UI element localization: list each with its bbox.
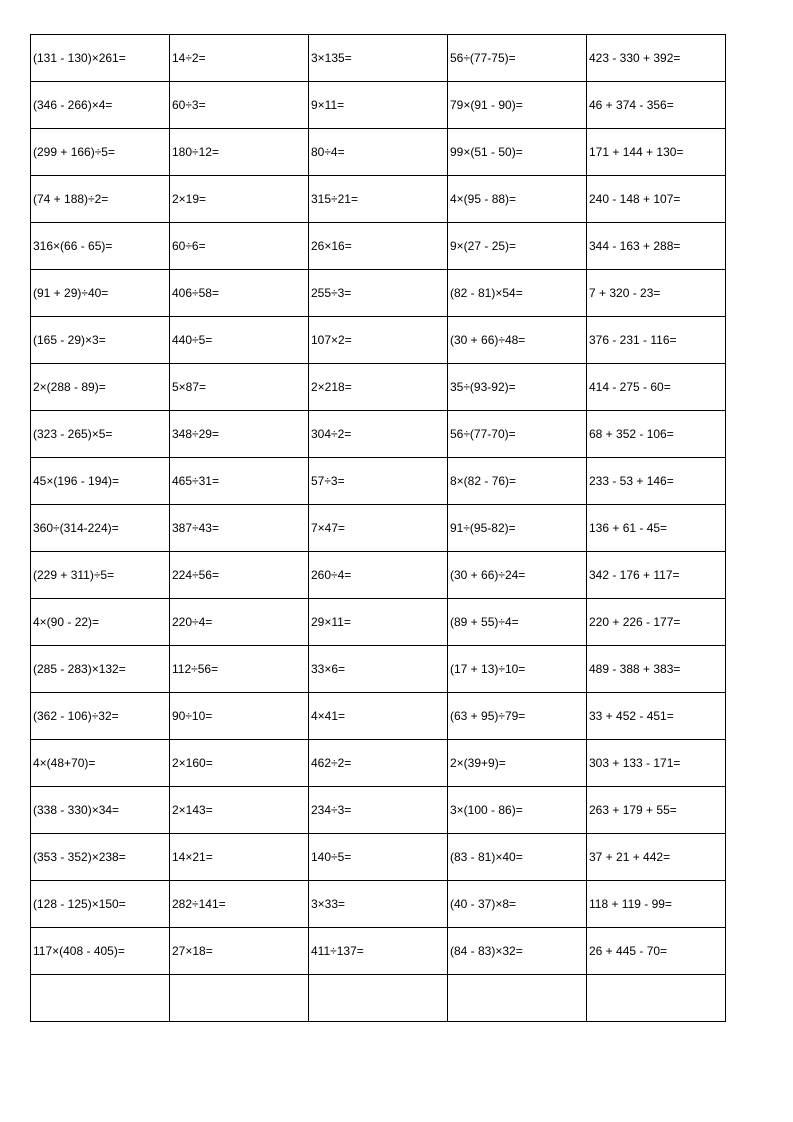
- table-row: [31, 129, 726, 176]
- problem-cell: [31, 975, 170, 1022]
- problem-cell: 3×33=: [309, 881, 448, 928]
- problem-cell: 406÷58=: [170, 270, 309, 317]
- table-row: [31, 317, 726, 364]
- problem-cell: (299 + 166)÷5=: [31, 129, 170, 176]
- problem-cell: 233 - 53 + 146=: [587, 458, 726, 505]
- problem-cell: 240 - 148 + 107=: [587, 176, 726, 223]
- problem-cell: (362 - 106)÷32=: [31, 693, 170, 740]
- table-row: [31, 787, 726, 834]
- problem-cell: (30 + 66)÷24=: [448, 552, 587, 599]
- problem-cell: (91 + 29)÷40=: [31, 270, 170, 317]
- problem-cell: 423 - 330 + 392=: [587, 35, 726, 82]
- problem-cell: [309, 975, 448, 1022]
- problem-cell: 220÷4=: [170, 599, 309, 646]
- problem-cell: 414 - 275 - 60=: [587, 364, 726, 411]
- table-row: [31, 411, 726, 458]
- problem-cell: (40 - 37)×8=: [448, 881, 587, 928]
- problem-cell: 99×(51 - 50)=: [448, 129, 587, 176]
- problem-cell: 45×(196 - 194)=: [31, 458, 170, 505]
- problem-cell: 8×(82 - 76)=: [448, 458, 587, 505]
- table-row: [31, 928, 726, 975]
- problem-cell: 118 + 119 - 99=: [587, 881, 726, 928]
- table-row: [31, 35, 726, 82]
- problem-cell: 7 + 320 - 23=: [587, 270, 726, 317]
- problem-cell: 60÷6=: [170, 223, 309, 270]
- problem-cell: 376 - 231 - 116=: [587, 317, 726, 364]
- problem-cell: 29×11=: [309, 599, 448, 646]
- problem-cell: 9×(27 - 25)=: [448, 223, 587, 270]
- problem-cell: 37 + 21 + 442=: [587, 834, 726, 881]
- problem-cell: 4×41=: [309, 693, 448, 740]
- table-row: [31, 270, 726, 317]
- problem-cell: 136 + 61 - 45=: [587, 505, 726, 552]
- problem-cell: 303 + 133 - 171=: [587, 740, 726, 787]
- problem-cell: 304÷2=: [309, 411, 448, 458]
- problem-cell: 56÷(77-70)=: [448, 411, 587, 458]
- table-row: [31, 505, 726, 552]
- table-row: [31, 740, 726, 787]
- arithmetic-worksheet-table: [30, 34, 726, 1022]
- problem-cell: 33 + 452 - 451=: [587, 693, 726, 740]
- problem-cell: 2×19=: [170, 176, 309, 223]
- problem-cell: (128 - 125)×150=: [31, 881, 170, 928]
- problem-cell: 4×(95 - 88)=: [448, 176, 587, 223]
- problem-cell: 282÷141=: [170, 881, 309, 928]
- problem-cell: (323 - 265)×5=: [31, 411, 170, 458]
- problem-cell: 9×11=: [309, 82, 448, 129]
- problem-cell: 117×(408 - 405)=: [31, 928, 170, 975]
- problem-cell: (82 - 81)×54=: [448, 270, 587, 317]
- problem-cell: 7×47=: [309, 505, 448, 552]
- problem-cell: 462÷2=: [309, 740, 448, 787]
- problem-cell: 57÷3=: [309, 458, 448, 505]
- problem-cell: 315÷21=: [309, 176, 448, 223]
- problem-cell: 35÷(93-92)=: [448, 364, 587, 411]
- problem-cell: 440÷5=: [170, 317, 309, 364]
- problem-cell: 107×2=: [309, 317, 448, 364]
- table-row: [31, 599, 726, 646]
- table-row: [31, 834, 726, 881]
- problem-cell: 489 - 388 + 383=: [587, 646, 726, 693]
- table-row: [31, 364, 726, 411]
- problem-cell: 234÷3=: [309, 787, 448, 834]
- problem-cell: 80÷4=: [309, 129, 448, 176]
- problem-cell: [587, 975, 726, 1022]
- problem-cell: 4×(90 - 22)=: [31, 599, 170, 646]
- problem-cell: 344 - 163 + 288=: [587, 223, 726, 270]
- problem-cell: 348÷29=: [170, 411, 309, 458]
- problem-cell: (30 + 66)÷48=: [448, 317, 587, 364]
- problem-cell: 342 - 176 + 117=: [587, 552, 726, 599]
- problem-cell: 2×160=: [170, 740, 309, 787]
- problem-cell: 5×87=: [170, 364, 309, 411]
- problem-cell: [448, 975, 587, 1022]
- problem-cell: 360÷(314-224)=: [31, 505, 170, 552]
- problem-cell: (131 - 130)×261=: [31, 35, 170, 82]
- problem-cell: 260÷4=: [309, 552, 448, 599]
- problem-cell: (165 - 29)×3=: [31, 317, 170, 364]
- problem-cell: 140÷5=: [309, 834, 448, 881]
- problem-cell: (229 + 311)÷5=: [31, 552, 170, 599]
- problem-cell: 171 + 144 + 130=: [587, 129, 726, 176]
- table-row: [31, 176, 726, 223]
- problem-cell: 14÷2=: [170, 35, 309, 82]
- problem-cell: 112÷56=: [170, 646, 309, 693]
- problem-cell: 255÷3=: [309, 270, 448, 317]
- problem-cell: 387÷43=: [170, 505, 309, 552]
- problem-cell: 33×6=: [309, 646, 448, 693]
- table-row: [31, 82, 726, 129]
- problem-cell: (83 - 81)×40=: [448, 834, 587, 881]
- problem-cell: 68 + 352 - 106=: [587, 411, 726, 458]
- problem-cell: (285 - 283)×132=: [31, 646, 170, 693]
- table-row: [31, 693, 726, 740]
- problem-cell: 91÷(95-82)=: [448, 505, 587, 552]
- problem-cell: 465÷31=: [170, 458, 309, 505]
- problem-cell: 224÷56=: [170, 552, 309, 599]
- problem-cell: 90÷10=: [170, 693, 309, 740]
- problem-cell: 26 + 445 - 70=: [587, 928, 726, 975]
- problem-cell: (17 + 13)÷10=: [448, 646, 587, 693]
- problem-cell: 2×143=: [170, 787, 309, 834]
- problem-cell: 220 + 226 - 177=: [587, 599, 726, 646]
- problem-cell: (338 - 330)×34=: [31, 787, 170, 834]
- problem-cell: 2×(39+9)=: [448, 740, 587, 787]
- problem-cell: (353 - 352)×238=: [31, 834, 170, 881]
- table-row: [31, 458, 726, 505]
- problem-cell: 14×21=: [170, 834, 309, 881]
- table-row: [31, 646, 726, 693]
- problem-cell: (89 + 55)÷4=: [448, 599, 587, 646]
- problem-cell: 316×(66 - 65)=: [31, 223, 170, 270]
- table-row: [31, 552, 726, 599]
- table-row: [31, 223, 726, 270]
- problem-cell: 46 + 374 - 356=: [587, 82, 726, 129]
- problem-cell: (74 + 188)÷2=: [31, 176, 170, 223]
- problem-cell: [170, 975, 309, 1022]
- problem-cell: (84 - 83)×32=: [448, 928, 587, 975]
- problem-cell: 2×218=: [309, 364, 448, 411]
- problem-cell: 79×(91 - 90)=: [448, 82, 587, 129]
- problem-cell: 3×135=: [309, 35, 448, 82]
- problem-cell: 56÷(77-75)=: [448, 35, 587, 82]
- problem-cell: 2×(288 - 89)=: [31, 364, 170, 411]
- table-row: [31, 881, 726, 928]
- problem-cell: 3×(100 - 86)=: [448, 787, 587, 834]
- problem-cell: 60÷3=: [170, 82, 309, 129]
- problem-cell: 4×(48+70)=: [31, 740, 170, 787]
- problem-cell: (346 - 266)×4=: [31, 82, 170, 129]
- table-row: [31, 975, 726, 1022]
- problem-cell: 263 + 179 + 55=: [587, 787, 726, 834]
- problem-cell: (63 + 95)÷79=: [448, 693, 587, 740]
- problem-cell: 27×18=: [170, 928, 309, 975]
- problem-cell: 411÷137=: [309, 928, 448, 975]
- worksheet-body: [31, 35, 726, 1022]
- problem-cell: 26×16=: [309, 223, 448, 270]
- problem-cell: 180÷12=: [170, 129, 309, 176]
